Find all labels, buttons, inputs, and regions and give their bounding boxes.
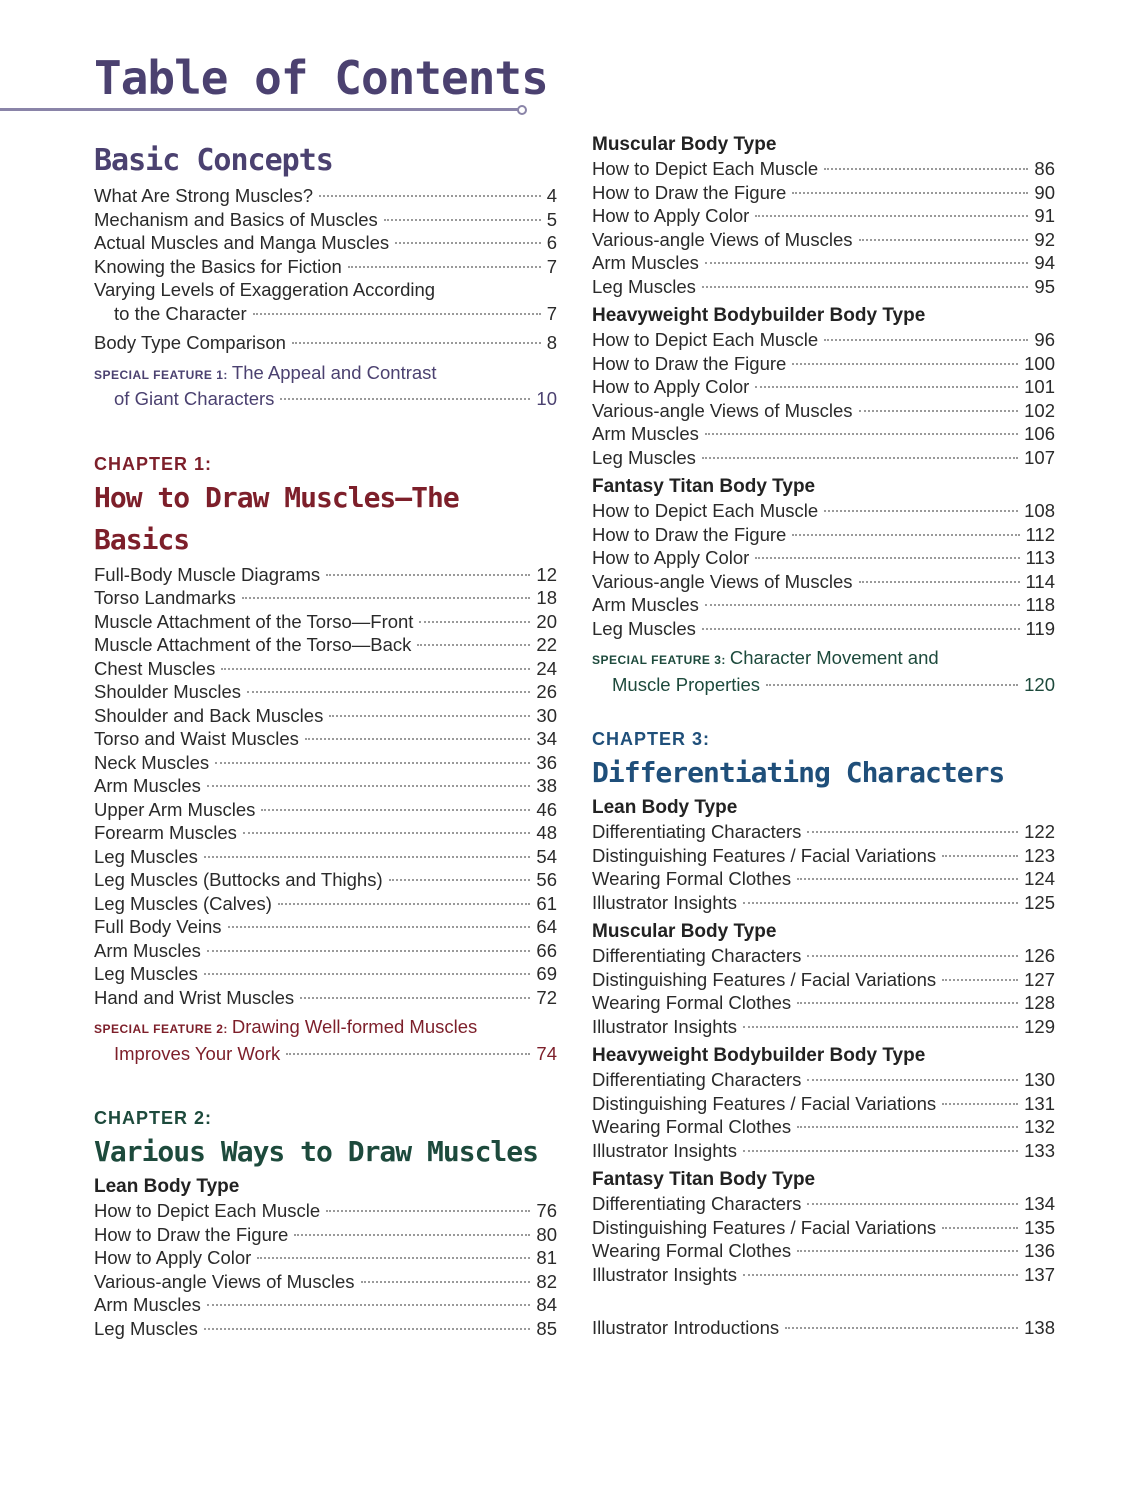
chapter-3-heavyweight-list	[592, 1068, 1055, 1162]
basic-concepts-list	[94, 184, 557, 411]
toc-entry[interactable]: Leg Muscles 69	[94, 963, 557, 984]
chapter-2-titan-list	[592, 499, 1055, 640]
chapter-2-lean-list	[94, 1199, 557, 1340]
toc-entry[interactable]: Wearing Formal Clothes 124	[592, 868, 1055, 889]
toc-entry[interactable]: Arm Muscles 38	[94, 775, 557, 796]
special-feature-3[interactable]: SPECIAL FEATURE 3: Character Movement and Muscle Properties 120	[592, 647, 1055, 695]
toc-entry[interactable]: Leg Muscles (Buttocks and Thighs) 56	[94, 869, 557, 890]
toc-entry[interactable]: How to Apply Color 113	[592, 547, 1055, 568]
toc-entry[interactable]: Full Body Veins 64	[94, 916, 557, 937]
toc-entry[interactable]: Differentiating Characters 130	[592, 1069, 1055, 1090]
toc-entry-multiline[interactable]: Varying Levels of Exaggeration According to the Character 7	[94, 279, 557, 324]
toc-entry[interactable]: How to Depict Each Muscle 86	[592, 158, 1055, 179]
toc-entry[interactable]: How to Draw the Figure 80	[94, 1223, 557, 1245]
toc-entry[interactable]: Forearm Muscles 48	[94, 822, 557, 843]
chapter-1-list	[94, 563, 557, 1066]
toc-entry[interactable]: Illustrator Insights 125	[592, 891, 1055, 913]
toc-entry[interactable]: Mechanism and Basics of Muscles 5	[94, 208, 557, 230]
toc-entry[interactable]: Distinguishing Features / Facial Variations 127	[592, 968, 1055, 990]
toc-entry[interactable]: Upper Arm Muscles 46	[94, 798, 557, 820]
toc-entry[interactable]: Arm Muscles 106	[592, 423, 1055, 444]
page-title: Table of Contents	[94, 51, 548, 105]
toc-entry[interactable]: Muscle Attachment of the Torso—Back 22	[94, 634, 557, 655]
special-feature-1[interactable]: SPECIAL FEATURE 1: The Appeal and Contrast of Giant Characters 10	[94, 361, 557, 409]
toc-entry[interactable]: Leg Muscles 95	[592, 275, 1055, 297]
toc-entry[interactable]: Various-angle Views of Muscles 82	[94, 1270, 557, 1292]
toc-entry[interactable]: Differentiating Characters 134	[592, 1193, 1055, 1214]
chapter-2-group-heading: Lean Body Type	[94, 1176, 240, 1197]
chapter-3-title: Differentiating Characters	[592, 756, 1005, 789]
basic-concepts-title: Basic Concepts	[94, 143, 333, 178]
toc-entry-illustrator-introductions[interactable]: Illustrator Introductions 138	[592, 1317, 1055, 1338]
chapter-3-group-heading: Muscular Body Type	[592, 921, 777, 942]
chapter-2-group-heading: Fantasy Titan Body Type	[592, 476, 816, 497]
toc-entry[interactable]: Leg Muscles 119	[592, 617, 1055, 639]
toc-entry[interactable]: Wearing Formal Clothes 136	[592, 1240, 1055, 1261]
toc-entry[interactable]: Hand and Wrist Muscles 72	[94, 986, 557, 1008]
chapter-1-label: CHAPTER 1:	[94, 453, 213, 474]
toc-entry[interactable]: Distinguishing Features / Facial Variations 135	[592, 1216, 1055, 1238]
chapter-3-titan-list	[592, 1192, 1055, 1286]
special-feature-2[interactable]: SPECIAL FEATURE 2: Drawing Well-formed Muscles Improves Your Work 74	[94, 1016, 557, 1064]
toc-entry[interactable]: Wearing Formal Clothes 132	[592, 1116, 1055, 1137]
chapter-2-group-heading: Heavyweight Bodybuilder Body Type	[592, 305, 926, 326]
toc-entry[interactable]: Shoulder Muscles 26	[94, 681, 557, 702]
title-underline	[0, 108, 520, 111]
toc-entry[interactable]: Distinguishing Features / Facial Variations 131	[592, 1092, 1055, 1114]
toc-entry[interactable]: Chest Muscles 24	[94, 657, 557, 679]
toc-entry[interactable]: How to Apply Color 101	[592, 376, 1055, 397]
toc-entry[interactable]: Neck Muscles 36	[94, 751, 557, 773]
toc-entry[interactable]: How to Draw the Figure 90	[592, 181, 1055, 203]
toc-entry[interactable]: Illustrator Insights 137	[592, 1263, 1055, 1285]
chapter-3-group-heading: Fantasy Titan Body Type	[592, 1169, 816, 1190]
toc-entry[interactable]: Torso and Waist Muscles 34	[94, 728, 557, 749]
title-underline-end-dot	[517, 105, 527, 115]
toc-entry[interactable]: How to Apply Color 81	[94, 1247, 557, 1268]
toc-entry[interactable]: Differentiating Characters 126	[592, 945, 1055, 966]
toc-entry[interactable]: Body Type Comparison 8	[94, 332, 557, 353]
toc-entry[interactable]: Various-angle Views of Muscles 102	[592, 399, 1055, 421]
right-column	[592, 133, 1055, 1340]
toc-entry[interactable]: How to Draw the Figure 100	[592, 352, 1055, 374]
toc-entry[interactable]: Leg Muscles (Calves) 61	[94, 892, 557, 914]
toc-entry[interactable]: Distinguishing Features / Facial Variations 123	[592, 844, 1055, 866]
toc-entry[interactable]: Leg Muscles 54	[94, 845, 557, 867]
toc-entry[interactable]: Various-angle Views of Muscles 114	[592, 570, 1055, 592]
toc-entry[interactable]: Arm Muscles 84	[94, 1294, 557, 1315]
toc-entry[interactable]: Full-Body Muscle Diagrams 12	[94, 563, 557, 585]
toc-entry[interactable]: How to Draw the Figure 112	[592, 523, 1055, 545]
toc-entry[interactable]: Illustrator Insights 129	[592, 1015, 1055, 1037]
toc-entry[interactable]: Various-angle Views of Muscles 92	[592, 228, 1055, 250]
toc-entry[interactable]: Shoulder and Back Muscles 30	[94, 704, 557, 726]
toc-entry[interactable]: Arm Muscles 66	[94, 939, 557, 961]
chapter-2-muscular-list	[592, 157, 1055, 298]
toc-entry[interactable]: Knowing the Basics for Fiction 7	[94, 255, 557, 277]
toc-entry[interactable]: Differentiating Characters 122	[592, 821, 1055, 842]
toc-entry[interactable]: Arm Muscles 118	[592, 594, 1055, 615]
chapter-1-title: How to Draw Muscles—The Basics	[94, 480, 459, 556]
chapter-3-group-heading: Lean Body Type	[592, 797, 738, 818]
chapter-2-title: Various Ways to Draw Muscles	[94, 1135, 539, 1168]
toc-entry[interactable]: Arm Muscles 94	[592, 252, 1055, 273]
toc-entry[interactable]: Actual Muscles and Manga Muscles 6	[94, 232, 557, 253]
chapter-2-group-heading: Muscular Body Type	[592, 134, 777, 155]
toc-entry[interactable]: Illustrator Insights 133	[592, 1139, 1055, 1161]
chapter-3-lean-list	[592, 820, 1055, 914]
chapter-2-heavyweight-list	[592, 328, 1055, 469]
chapter-3-label: CHAPTER 3:	[592, 729, 711, 749]
chapter-3-group-heading: Heavyweight Bodybuilder Body Type	[592, 1045, 926, 1066]
toc-entry[interactable]: Leg Muscles 107	[592, 446, 1055, 468]
chapter-2-label: CHAPTER 2:	[94, 1108, 213, 1128]
toc-entry[interactable]: Muscle Attachment of the Torso—Front 20	[94, 610, 557, 632]
toc-entry[interactable]: How to Depict Each Muscle 96	[592, 329, 1055, 350]
toc-entry[interactable]: What Are Strong Muscles? 4	[94, 185, 557, 206]
toc-entry[interactable]: How to Depict Each Muscle 76	[94, 1200, 557, 1221]
toc-entry[interactable]: Wearing Formal Clothes 128	[592, 992, 1055, 1013]
left-column	[94, 140, 557, 1340]
toc-entry[interactable]: How to Apply Color 91	[592, 205, 1055, 226]
toc-entry[interactable]: Leg Muscles 85	[94, 1317, 557, 1339]
toc-entry[interactable]: Torso Landmarks 18	[94, 587, 557, 608]
chapter-3-muscular-list	[592, 944, 1055, 1038]
toc-entry[interactable]: How to Depict Each Muscle 108	[592, 500, 1055, 521]
